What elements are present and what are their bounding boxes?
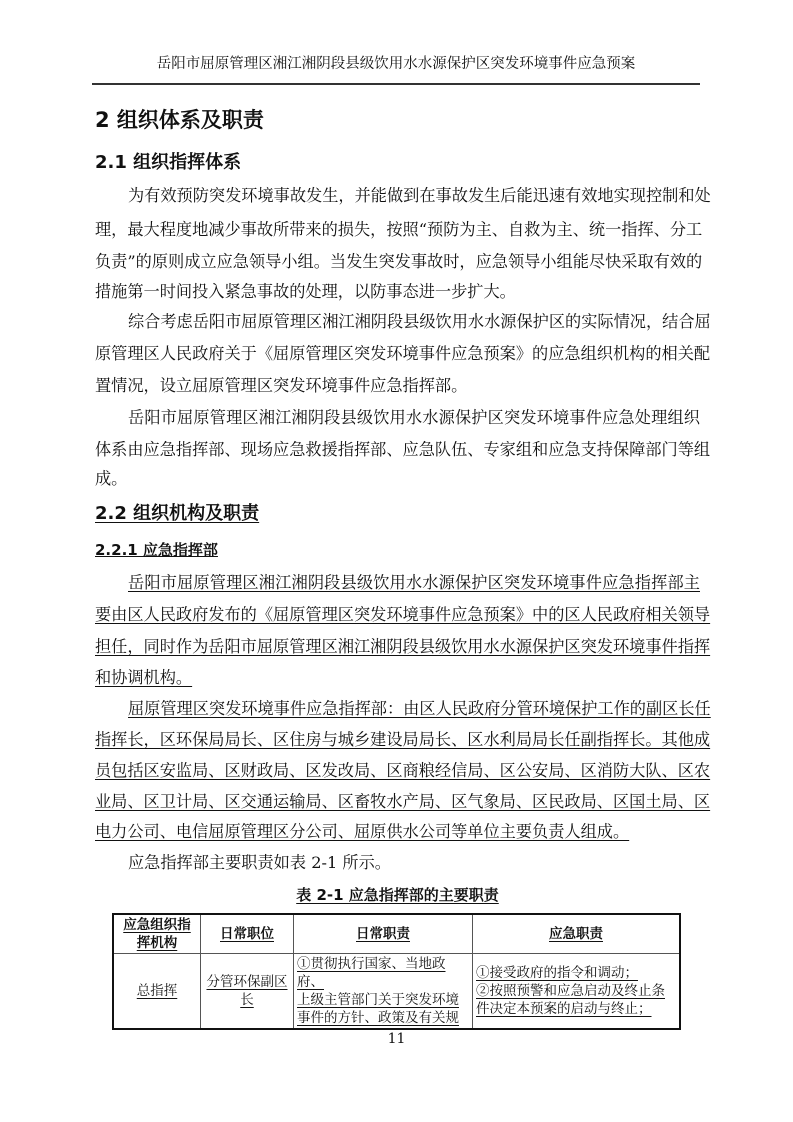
paragraph-line: 负责”的原则成立应急领导小组。当发生突发事故时，应急领导小组能尽快采取有效的 [95,252,703,271]
paragraph-line: 要由区人民政府发布的《屈原管理区突发环境事件应急预案》中的区人民政府相关领导 [95,605,711,624]
cell-position: 分管环保副区长 [201,954,294,1030]
paragraph-line: 员包括区安监局、区财政局、区发改局、区商粮经信局、区公安局、区消防大队、区农 [95,761,711,780]
section-title: 2 组织体系及职责 [95,108,264,132]
paragraph-line: 岳阳市屈原管理区湘江湘阴段县级饮用水水源保护区突发环境事件应急处理组织 [128,408,700,427]
running-header: 岳阳市屈原管理区湘江湘阴段县级饮用水水源保护区突发环境事件应急预案 [156,56,636,72]
paragraph-line: 为有效预防突发环境事故发生，并能做到在事故发生后能迅速有效地实现控制和处 [128,186,711,205]
column-header: 应急职责 [473,914,681,954]
cell-daily-duty [294,954,473,1030]
column-header: 日常职位 [201,914,294,954]
paragraph-line: 屈原管理区突发环境事件应急指挥部：由区人民政府分管环境保护工作的副区长任 [128,699,711,718]
cell-line: 事件的方针、政策及有关规 [297,1010,459,1026]
table-caption: 表 2-1 应急指挥部的主要职责 [296,886,499,904]
page-number: 11 [387,1031,406,1047]
cell-line: ①贯彻执行国家、当地政府、 [297,956,446,990]
cell-org: 总指挥 [113,954,201,1030]
subsection-2-2-title: 2.2 组织机构及职责 [95,503,260,524]
paragraph-line: 岳阳市屈原管理区湘江湘阴段县级饮用水水源保护区突发环境事件应急指挥部主 [128,573,700,592]
paragraph-line: 综合考虑岳阳市屈原管理区湘江湘阴段县级饮用水水源保护区的实际情况，结合屈 [128,312,711,331]
paragraph-line: 应急指挥部主要职责如表 2-1 所示。 [128,853,391,872]
cell-line: 件决定本预案的启动与终止； [476,1001,652,1017]
responsibilities-table [112,913,681,1030]
cell-line: ②按照预警和应急启动及终止条 [476,983,665,999]
paragraph-line: 担任，同时作为岳阳市屈原管理区湘江湘阴段县级饮用水水源保护区突发环境事件指挥 [95,637,711,656]
paragraph-line: 电力公司、电信屈原管理区分公司、屈原供水公司等单位主要负责人组成。 [95,822,630,841]
cell-emergency-duty [473,954,681,1030]
paragraph-line: 和协调机构。 [95,668,193,687]
paragraph-line: 业局、区卫计局、区交通运输局、区畜牧水产局、区气象局、区民政局、区国土局、区 [95,792,711,811]
paragraph-line: 成。 [95,469,128,488]
cell-line: ①接受政府的指令和调动； [476,965,638,981]
paragraph-line: 体系由应急指挥部、现场应急救援指挥部、应急队伍、专家组和应急支持保障部门等组 [95,440,711,459]
column-header: 日常职责 [294,914,473,954]
subsection-2-2-1-title: 2.2.1 应急指挥部 [95,541,218,559]
cell-line: 上级主管部门关于突发环境 [297,992,459,1008]
paragraph-line: 措施第一时间投入紧急事故的处理，以防事态进一步扩大。 [95,282,516,301]
table-header-row [113,914,680,954]
paragraph-line: 指挥长，区环保局局长、区住房与城乡建设局局长、区水利局局长任副指挥长。其他成 [95,730,711,749]
column-header: 应急组织指挥机构 [113,914,201,954]
table-row [113,954,680,1030]
paragraph-line: 理，最大程度地减少事故所带来的损失，按照“预防为主、自救为主、统一指挥、分工 [95,220,703,239]
subsection-2-1-title: 2.1 组织指挥体系 [95,152,242,173]
header-divider [92,83,700,85]
paragraph-line: 原管理区人民政府关于《屈原管理区突发环境事件应急预案》的应急组织机构的相关配 [95,344,711,363]
paragraph-line: 置情况，设立屈原管理区突发环境事件应急指挥部。 [95,376,468,395]
